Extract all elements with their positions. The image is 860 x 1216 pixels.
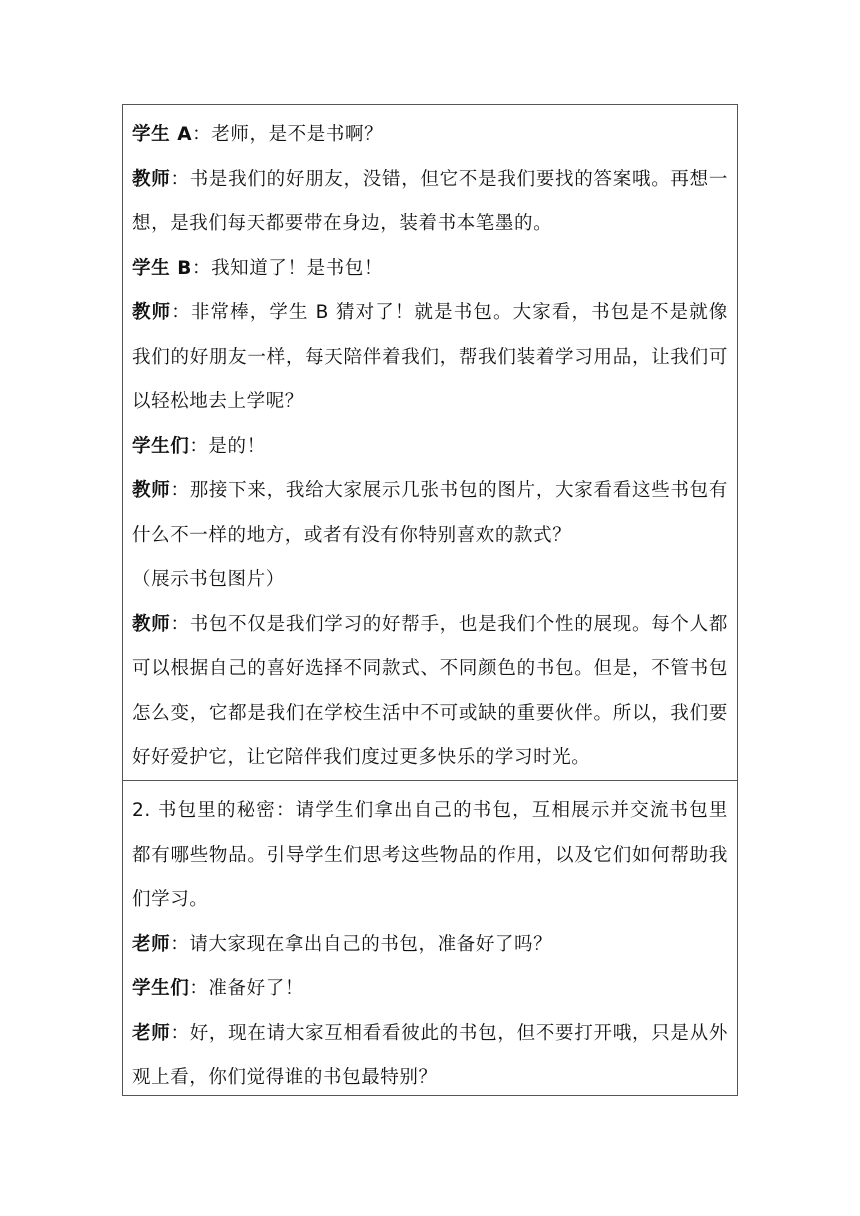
speaker-separator: ： — [191, 257, 212, 279]
table-cell-dialogue — [123, 105, 737, 780]
speaker-label: 学生们 — [132, 435, 190, 457]
line-text: 准备好了！ — [208, 978, 304, 999]
line-text: 请大家现在拿出自己的书包，准备好了吗？ — [189, 933, 553, 955]
dialogue-line — [132, 425, 728, 470]
line-text: 书是我们的好朋友，没错，但它不是我们要找的答案哦。再想一想，是我们每天都要带在身边，装着书本笔墨的。 — [132, 168, 728, 234]
line-text: 2. 书包里的秘密：请学生们拿出自己的书包，互相展示并交流书包里都有哪些物品。引导学生们思考这些物品的作用，以及它们如何帮助我们学习。 — [132, 800, 728, 910]
speaker-separator: ： — [189, 978, 209, 999]
dialogue-line — [132, 291, 728, 425]
line-text: 是的！ — [208, 435, 266, 457]
stage-direction — [132, 558, 728, 603]
speaker-separator: ： — [170, 613, 190, 635]
line-text: （展示书包图片） — [132, 569, 285, 590]
line-text: 非常棒，学生 B 猜对了！就是书包。大家看，书包是不是就像我们的好朋友一样，每天陪伴着我们，帮我们装着学习用品，让我们可以轻松地去上学呢？ — [132, 302, 729, 412]
line-text: 老师，是不是书啊？ — [211, 124, 384, 145]
dialogue-line — [132, 469, 728, 558]
speaker-label: 学生 B — [132, 257, 192, 279]
line-text: 那接下来，我给大家展示几张书包的图片，大家看看这些书包有什么不一样的地方，或者有没有你特别喜欢的款式？ — [132, 480, 728, 546]
dialogue-line — [132, 1012, 728, 1101]
speaker-separator: ： — [170, 1022, 190, 1044]
line-text: 我知道了！是书包！ — [211, 257, 383, 279]
speaker-separator: ： — [192, 124, 212, 145]
table-cell-activity — [123, 780, 737, 1095]
dialogue-line — [132, 247, 728, 292]
speaker-label: 老师 — [132, 933, 171, 955]
line-text: 书包不仅是我们学习的好帮手，也是我们个性的展现。每个人都可以根据自己的喜好选择不同款式、不同颜色的书包。但是，不管书包怎么变，它都是我们在学校生活中不可或缺的重要伙伴。所以，我们要好好爱护它，让它陪伴我们度过更多快乐的学习时光。 — [132, 613, 728, 768]
speaker-label: 学生 A — [132, 124, 193, 145]
speaker-label: 老师 — [132, 1022, 171, 1044]
dialogue-line — [132, 967, 728, 1012]
speaker-separator: ： — [171, 302, 191, 323]
speaker-label: 学生们 — [132, 978, 190, 999]
dialogue-line — [132, 113, 728, 158]
speaker-label: 教师 — [132, 613, 171, 635]
dialogue-line — [132, 603, 728, 781]
speaker-label: 教师 — [132, 168, 171, 190]
speaker-separator: ： — [170, 480, 190, 501]
dialogue-line — [132, 158, 728, 247]
activity-description — [132, 789, 728, 923]
speaker-label: 教师 — [132, 480, 171, 501]
dialogue-table — [122, 104, 738, 1096]
speaker-separator: ： — [189, 435, 209, 457]
speaker-label: 教师 — [132, 302, 172, 323]
dialogue-line — [132, 923, 728, 968]
speaker-separator: ： — [170, 933, 190, 955]
line-text: 好，现在请大家互相看看彼此的书包，但不要打开哦，只是从外观上看，你们觉得谁的书包最特别？ — [132, 1022, 728, 1088]
speaker-separator: ： — [170, 168, 190, 190]
